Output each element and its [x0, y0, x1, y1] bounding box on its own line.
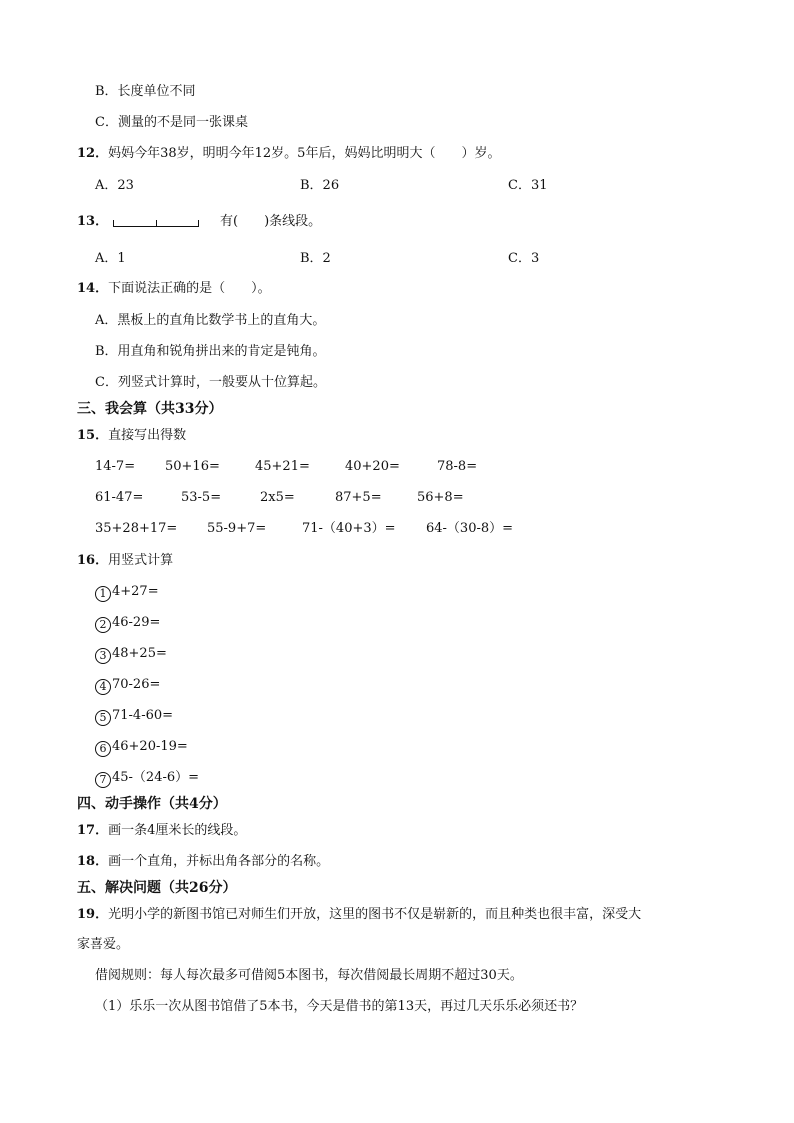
calc-item: 71-（40+3）=: [302, 521, 396, 536]
question-18: [77, 853, 329, 871]
q12-option-c: C．31: [508, 178, 548, 193]
vertical-calc-item: [95, 614, 160, 633]
question-13-number: [77, 213, 108, 231]
calc-item: 61-47=: [95, 490, 144, 505]
q14-option-c: C．列竖式计算时，一般要从十位算起。: [95, 375, 326, 390]
calc-item: 64-（30-8）=: [426, 521, 514, 536]
calc-item: 87+5=: [335, 490, 382, 505]
q11-option-c: C．测量的不是同一张课桌: [95, 115, 248, 130]
expression: 46+20-19=: [112, 739, 188, 754]
q12-option-a: A．23: [95, 178, 134, 193]
question-number: 13．: [77, 214, 109, 229]
question-number: 12．: [77, 146, 109, 161]
calc-item: 35+28+17=: [95, 521, 178, 536]
question-19-continued: 家喜爱。: [77, 937, 130, 952]
circled-number: 2: [95, 617, 111, 633]
circled-number: 3: [95, 648, 111, 664]
circled-number: 1: [95, 586, 111, 602]
question-15: [77, 427, 186, 445]
q14-option-b: B．用直角和锐角拼出来的肯定是钝角。: [95, 344, 326, 359]
question-text: 用竖式计算: [108, 553, 174, 568]
question-text: 画一条4厘米长的线段。: [108, 823, 247, 838]
circled-number: 4: [95, 679, 111, 695]
question-number: 15．: [77, 428, 109, 443]
calc-item: 55-9+7=: [207, 521, 267, 536]
calc-item: 45+21=: [255, 459, 310, 474]
question-text: 画一个直角，并标出角各部分的名称。: [108, 854, 330, 869]
question-number: 18．: [77, 854, 109, 869]
expression: 46-29=: [112, 615, 161, 630]
expression: 48+25=: [112, 646, 167, 661]
question-16: [77, 552, 173, 570]
calc-item: 40+20=: [345, 459, 400, 474]
section-4-heading: 四、动手操作（共4分）: [77, 796, 227, 812]
borrowing-rule: 借阅规则：每人每次最多可借阅5本图书，每次借阅最长周期不超过30天。: [95, 968, 523, 983]
question-text: 下面说法正确的是（ ）。: [108, 281, 271, 296]
question-text: 光明小学的新图书馆已对师生们开放，这里的图书不仅是崭新的，而且种类也很丰富，深受大: [108, 907, 642, 922]
calc-item: 78-8=: [437, 459, 478, 474]
segment-point-middle: [156, 220, 157, 227]
question-number: 17．: [77, 823, 109, 838]
q13-option-b: B．2: [300, 251, 331, 266]
question-19: [77, 906, 641, 924]
section-3-heading: 三、我会算（共33分）: [77, 401, 223, 417]
expression: 71-4-60=: [112, 708, 174, 723]
q14-option-a: A．黑板上的直角比数学书上的直角大。: [95, 313, 326, 328]
vertical-calc-item: [95, 707, 173, 726]
question-13-text: 有( )条线段。: [220, 214, 322, 229]
q13-option-a: A．1: [95, 251, 126, 266]
vertical-calc-item: [95, 645, 167, 664]
question-text: 妈妈今年38岁，明明今年12岁。5年后，妈妈比明明大（ ）岁。: [108, 146, 501, 161]
segment-endpoint-left: [113, 220, 114, 227]
segment-endpoint-right: [198, 220, 199, 227]
circled-number: 6: [95, 741, 111, 757]
question-number: 14．: [77, 281, 109, 296]
calc-item: 56+8=: [417, 490, 464, 505]
question-number: 16．: [77, 553, 109, 568]
question-12: [77, 145, 500, 163]
expression: 70-26=: [112, 677, 161, 692]
circled-number: 5: [95, 710, 111, 726]
line-segment-figure: [113, 219, 199, 227]
calc-item: 14-7=: [95, 459, 136, 474]
question-19-sub-1: （1）乐乐一次从图书馆借了5本书，今天是借书的第13天，再过几天乐乐必须还书？: [95, 999, 584, 1014]
vertical-calc-item: [95, 583, 159, 602]
vertical-calc-item: [95, 676, 160, 695]
calc-item: 2x5=: [260, 490, 295, 505]
expression: 45-（24-6）=: [112, 770, 200, 785]
circled-number: 7: [95, 772, 111, 788]
q13-option-c: C．3: [508, 251, 540, 266]
q12-option-b: B．26: [300, 178, 340, 193]
question-number: 19．: [77, 907, 109, 922]
calc-item: 53-5=: [181, 490, 222, 505]
question-14: [77, 280, 271, 298]
vertical-calc-item: [95, 738, 188, 757]
vertical-calc-item: [95, 769, 199, 788]
section-5-heading: 五、解决问题（共26分）: [77, 880, 237, 896]
expression: 4+27=: [112, 584, 159, 599]
question-text: 直接写出得数: [108, 428, 187, 443]
question-17: [77, 822, 246, 840]
calc-item: 50+16=: [165, 459, 220, 474]
q11-option-b: B．长度单位不同: [95, 84, 196, 99]
